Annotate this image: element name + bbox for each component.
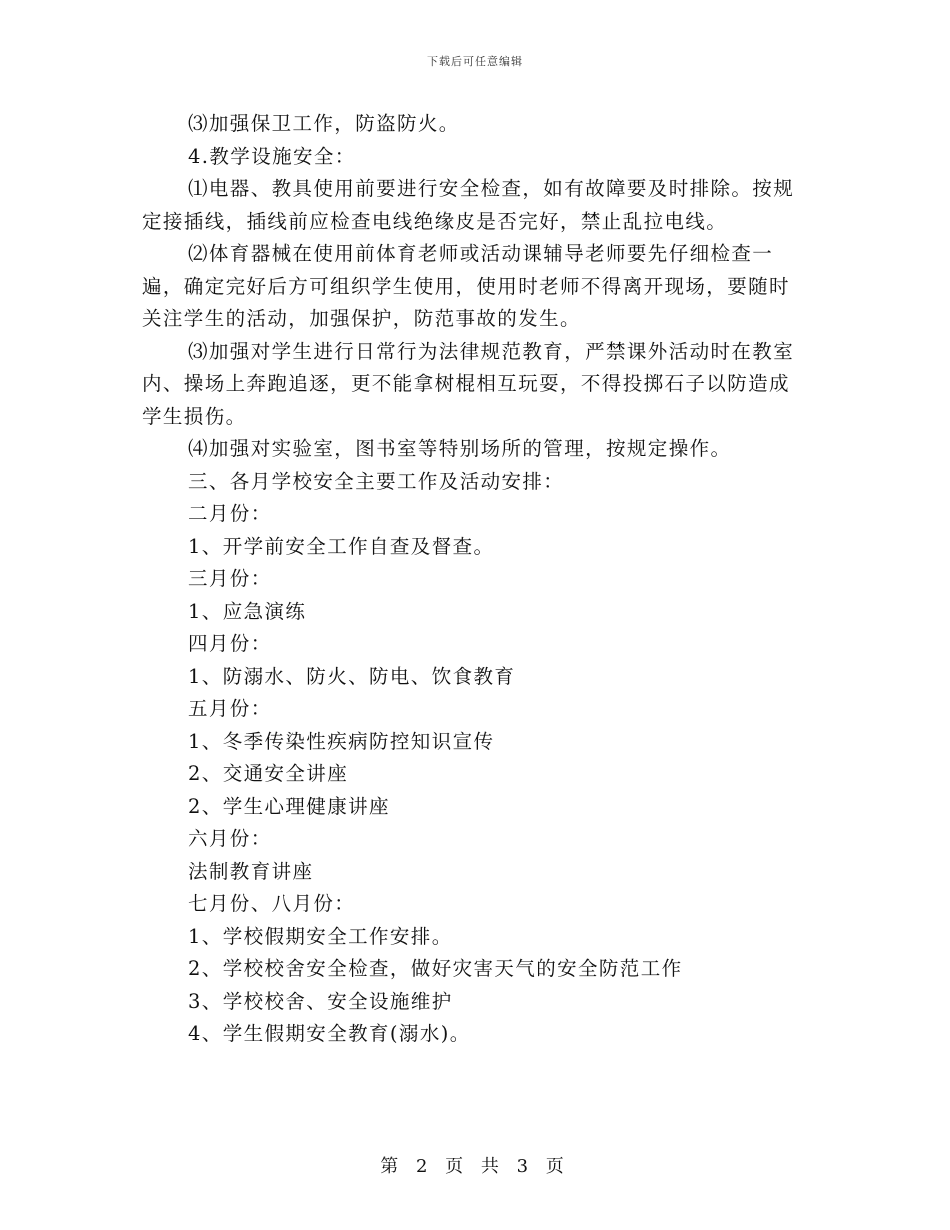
list-item: 1、学校假期安全工作安排。 <box>188 924 453 948</box>
month-heading: 六月份： <box>188 827 272 850</box>
list-item: 2、学生心理健康讲座 <box>188 794 390 818</box>
document-body <box>142 108 807 1051</box>
month-heading: 二月份： <box>188 502 272 525</box>
section-heading: 三、各月学校安全主要工作及活动安排： <box>188 469 565 493</box>
list-item: 3、学校校舍、安全设施维护 <box>188 989 453 1013</box>
paragraph: ⑶加强对学生进行日常行为法律规范教育，严禁课外活动时在教室内、操场上奔跑追逐，更不能拿树棍相互玩耍，不得投掷石子以防造成学生损伤。 <box>142 339 795 428</box>
month-heading: 四月份： <box>188 632 272 655</box>
list-item: 4、学生假期安全教育(溺水)。 <box>188 1022 471 1045</box>
list-item: 2、交通安全讲座 <box>188 762 349 785</box>
paragraph: 4.教学设施安全： <box>188 144 356 168</box>
list-item: 1、冬季传染性疾病防控知识宣传 <box>188 729 495 753</box>
list-item: 1、开学前安全工作自查及督查。 <box>188 534 495 558</box>
month-heading: 七月份、八月份： <box>188 892 356 915</box>
list-item: 法制教育讲座 <box>188 859 314 883</box>
paragraph: ⑴电器、教具使用前要进行安全检查，如有故障要及时排除。按规定接插线，插线前应检查电线绝缘皮是否完好，禁止乱拉电线。 <box>142 177 795 233</box>
month-heading: 三月份： <box>188 567 272 590</box>
page-header: 下载后可任意编辑 <box>427 55 523 68</box>
list-item: 2、学校校舍安全检查，做好灾害天气的安全防范工作 <box>188 957 683 980</box>
paragraph: ⑵体育器械在使用前体育老师或活动课辅导老师要先仔细检查一遍，确定完好后方可组织学生使用，使用时老师不得离开现场，要随时关注学生的活动，加强保护，防范事故的发生。 <box>142 242 790 330</box>
page-number-footer: 第 2 页 共 3 页 <box>380 1156 570 1177</box>
list-item: 1、应急演练 <box>188 599 307 623</box>
list-item: 1、防溺水、防火、防电、饮食教育 <box>188 664 516 688</box>
month-heading: 五月份： <box>188 697 272 720</box>
paragraph: ⑷加强对实验室，图书室等特别场所的管理，按规定操作。 <box>188 437 732 460</box>
paragraph: ⑶加强保卫工作，防盗防火。 <box>188 112 460 135</box>
